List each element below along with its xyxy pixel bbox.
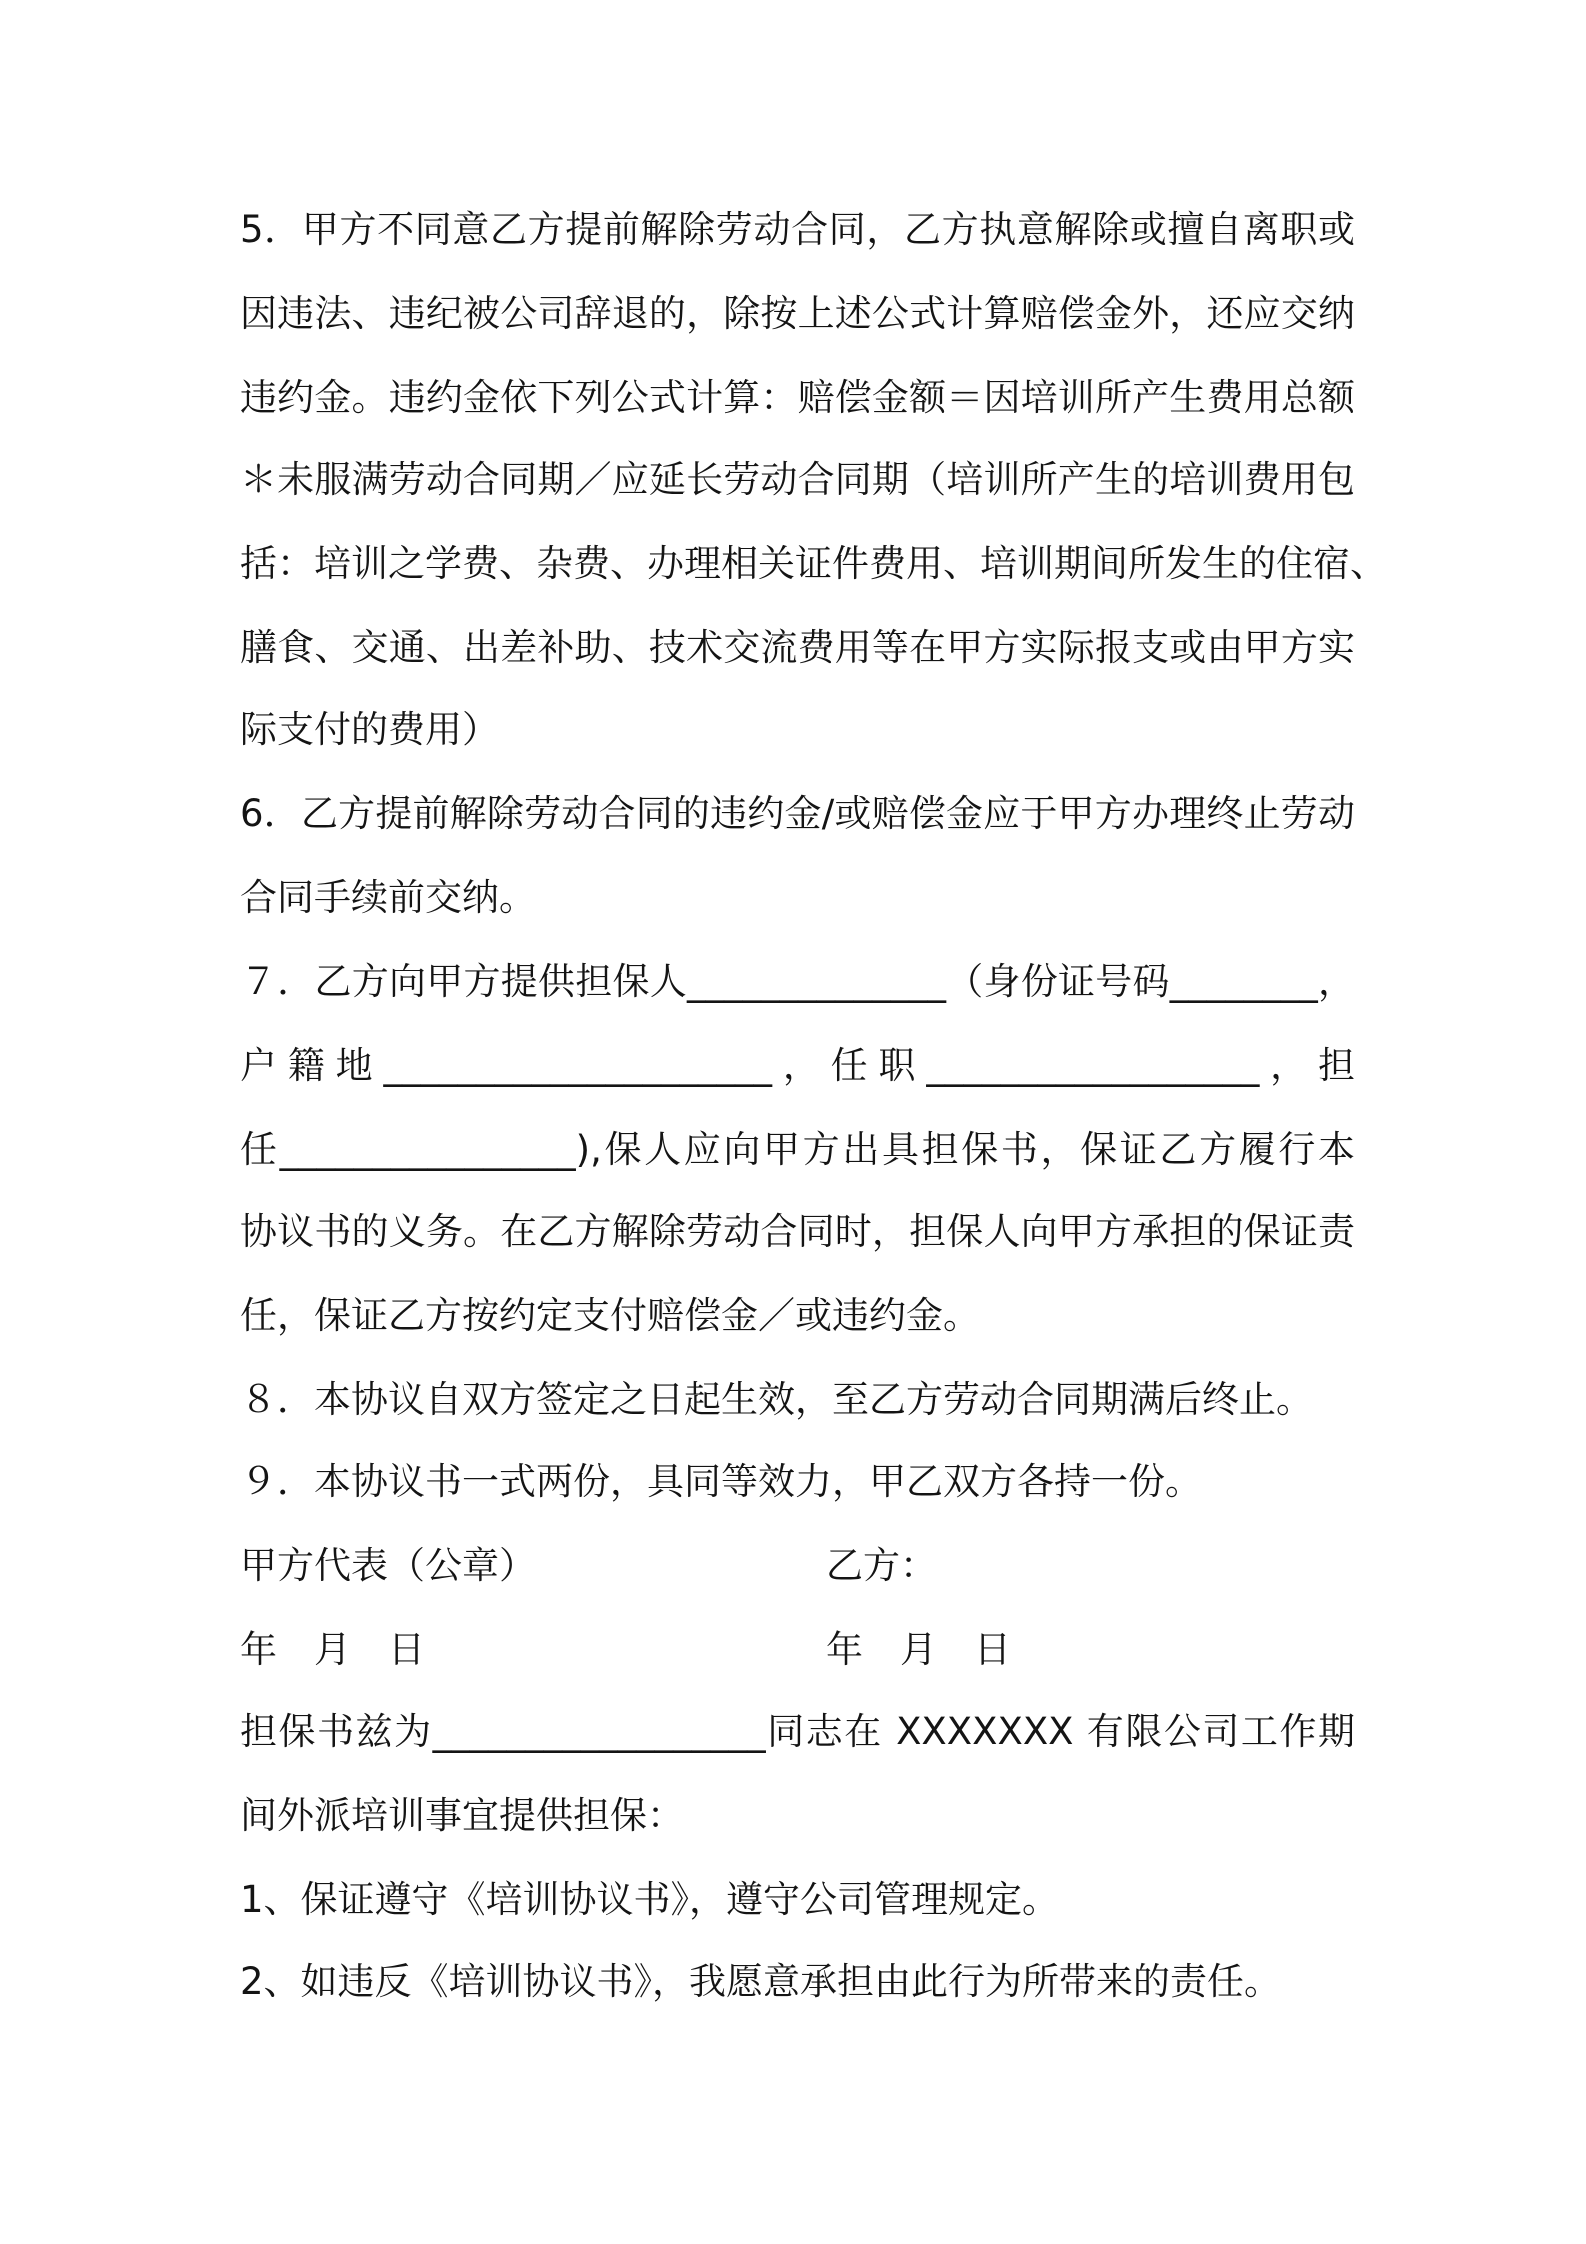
clause-7-line-3: 任________________),保人应向甲方出具担保书，保证乙方履行本 [240,1128,1355,1171]
party-b-date: 年 月 日 [826,1628,1011,1671]
clause-9-line-1: ９．本协议书一式两份，具同等效力，甲乙双方各持一份。 [240,1460,1202,1503]
clause-7-line-2: 户籍地_____________________，任职__________________，担 [240,1044,1355,1087]
party-a-signature-label: 甲方代表（公章） [240,1544,536,1587]
guarantee-item-1: 1、保证遵守《培训协议书》，遵守公司管理规定。 [240,1878,1060,1921]
clause-5-line-4: ＊未服满劳动合同期／应延长劳动合同期（培训所产生的培训费用包 [240,458,1355,501]
clause-5-line-2: 因违法、违纪被公司辞退的，除按上述公式计算赔偿金外，还应交纳 [240,292,1355,335]
party-a-date: 年 月 日 [240,1628,425,1671]
clause-7-line-4: 协议书的义务。在乙方解除劳动合同时，担保人向甲方承担的保证责 [240,1210,1355,1253]
clause-6-line-2: 合同手续前交纳。 [240,876,536,919]
clause-7-line-1: ７．乙方向甲方提供担保人______________（身份证号码________， [240,960,1355,1003]
clause-5-line-1: 5．甲方不同意乙方提前解除劳动合同，乙方执意解除或擅自离职或 [240,208,1355,251]
clause-5-line-6: 膳食、交通、出差补助、技术交流费用等在甲方实际报支或由甲方实 [240,626,1355,669]
guarantee-line-1: 担保书兹为__________________同志在 XXXXXXX 有限公司工作期 [240,1710,1355,1753]
guarantee-item-2: 2、如违反《培训协议书》，我愿意承担由此行为所带来的责任。 [240,1960,1282,2003]
guarantee-line-2: 间外派培训事宜提供担保： [240,1794,684,1837]
clause-5-line-3: 违约金。违约金依下列公式计算：赔偿金额＝因培训所产生费用总额 [240,376,1355,419]
party-b-signature-label: 乙方： [826,1544,937,1587]
clause-7-line-5: 任，保证乙方按约定支付赔偿金／或违约金。 [240,1294,980,1337]
clause-6-line-1: 6．乙方提前解除劳动合同的违约金/或赔偿金应于甲方办理终止劳动 [240,792,1355,835]
clause-5-line-5: 括：培训之学费、杂费、办理相关证件费用、培训期间所发生的住宿、 [240,542,1387,585]
clause-8-line-1: ８．本协议自双方签定之日起生效，至乙方劳动合同期满后终止。 [240,1378,1313,1421]
clause-5-line-7: 际支付的费用） [240,708,499,751]
